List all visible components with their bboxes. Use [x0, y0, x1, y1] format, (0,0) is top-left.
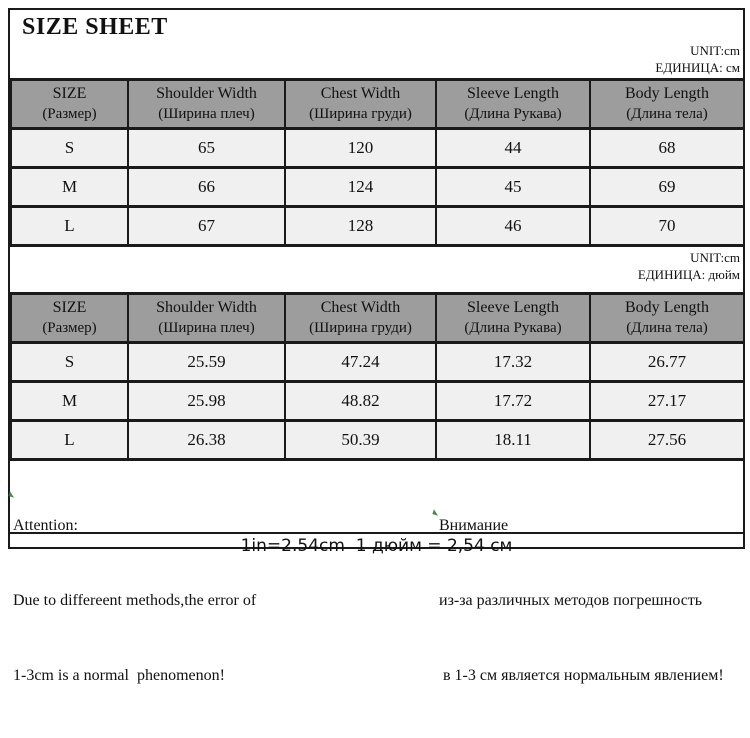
- value-cell: 18.11: [436, 421, 590, 460]
- column-header-body-length: Body Length (Длина тела): [590, 294, 744, 343]
- column-header-chest-width: Chest Width (Ширина груди): [285, 80, 436, 129]
- header-row: [11, 80, 744, 129]
- table-row: [11, 207, 744, 246]
- value-cell: 47.24: [285, 343, 436, 382]
- table-row: [11, 168, 744, 207]
- attention-line: из-за различных методов погрешность: [439, 592, 703, 609]
- column-header-shoulder-width: Shoulder Width (Ширина плеч): [128, 80, 285, 129]
- column-header-shoulder-width: Shoulder Width (Ширина плеч): [128, 294, 285, 343]
- value-cell: 48.82: [285, 382, 436, 421]
- value-cell: 17.32: [436, 343, 590, 382]
- column-header-chest-width: Chest Width (Ширина груди): [285, 294, 436, 343]
- column-header-sleeve-length: Sleeve Length (Длина Рукава): [436, 80, 590, 129]
- attention-line: Due to differeent methods,the error of: [13, 592, 257, 609]
- size-cell: S: [11, 129, 128, 168]
- value-cell: 45: [436, 168, 590, 207]
- value-cell: 65: [128, 129, 285, 168]
- unit-cm-ru: ЕДИНИЦА: см: [655, 60, 740, 75]
- attention-line: 1-3cm is a normal phenomenon!: [13, 667, 225, 684]
- size-sheet: [8, 8, 745, 684]
- column-header-body-length: Body Length (Длина тела): [590, 80, 744, 129]
- column-header-size: SIZE (Размер): [11, 294, 128, 343]
- size-cell: L: [11, 207, 128, 246]
- value-cell: 67: [128, 207, 285, 246]
- value-cell: 50.39: [285, 421, 436, 460]
- value-cell: 69: [590, 168, 744, 207]
- table-row: [11, 129, 744, 168]
- value-cell: 124: [285, 168, 436, 207]
- unit-inch-ru: ЕДИНИЦА: дюйм: [637, 267, 740, 282]
- column-header-sleeve-length: Sleeve Length (Длина Рукава): [436, 294, 590, 343]
- value-cell: 44: [436, 129, 590, 168]
- value-cell: 120: [285, 129, 436, 168]
- size-table-cm: [10, 78, 745, 247]
- size-table-inch: [10, 292, 745, 461]
- attention-line: Внимание: [439, 517, 509, 534]
- value-cell: 17.72: [436, 382, 590, 421]
- unit-label-cm: [655, 42, 740, 76]
- unit-inch-en: UNIT:cm: [690, 250, 740, 265]
- value-cell: 27.17: [590, 382, 744, 421]
- column-header-size: SIZE (Размер): [11, 80, 128, 129]
- size-cell: M: [11, 382, 128, 421]
- size-cell: L: [11, 421, 128, 460]
- table-row: [11, 343, 744, 382]
- size-cell: M: [11, 168, 128, 207]
- value-cell: 70: [590, 207, 744, 246]
- value-cell: 66: [128, 168, 285, 207]
- attention-line: Attention:: [13, 517, 78, 534]
- page-title: SIZE SHEET: [22, 14, 168, 40]
- size-cell: S: [11, 343, 128, 382]
- attention-ru: [439, 461, 743, 684]
- table-row: [11, 382, 744, 421]
- conversion-note: 1in=2.54cm 1 дюйм = 2,54 см: [10, 532, 743, 559]
- value-cell: 128: [285, 207, 436, 246]
- value-cell: 46: [436, 207, 590, 246]
- value-cell: 26.38: [128, 421, 285, 460]
- header-row: [11, 294, 744, 343]
- unit-cm-en: UNIT:cm: [690, 43, 740, 58]
- value-cell: 27.56: [590, 421, 744, 460]
- sheet-header: [10, 10, 743, 78]
- value-cell: 25.98: [128, 382, 285, 421]
- table-row: [11, 421, 744, 460]
- value-cell: 26.77: [590, 343, 744, 382]
- value-cell: 25.59: [128, 343, 285, 382]
- unit-label-inch: [10, 247, 743, 292]
- attention-line: в 1-3 см является нормальным явлением!: [439, 667, 724, 684]
- value-cell: 68: [590, 129, 744, 168]
